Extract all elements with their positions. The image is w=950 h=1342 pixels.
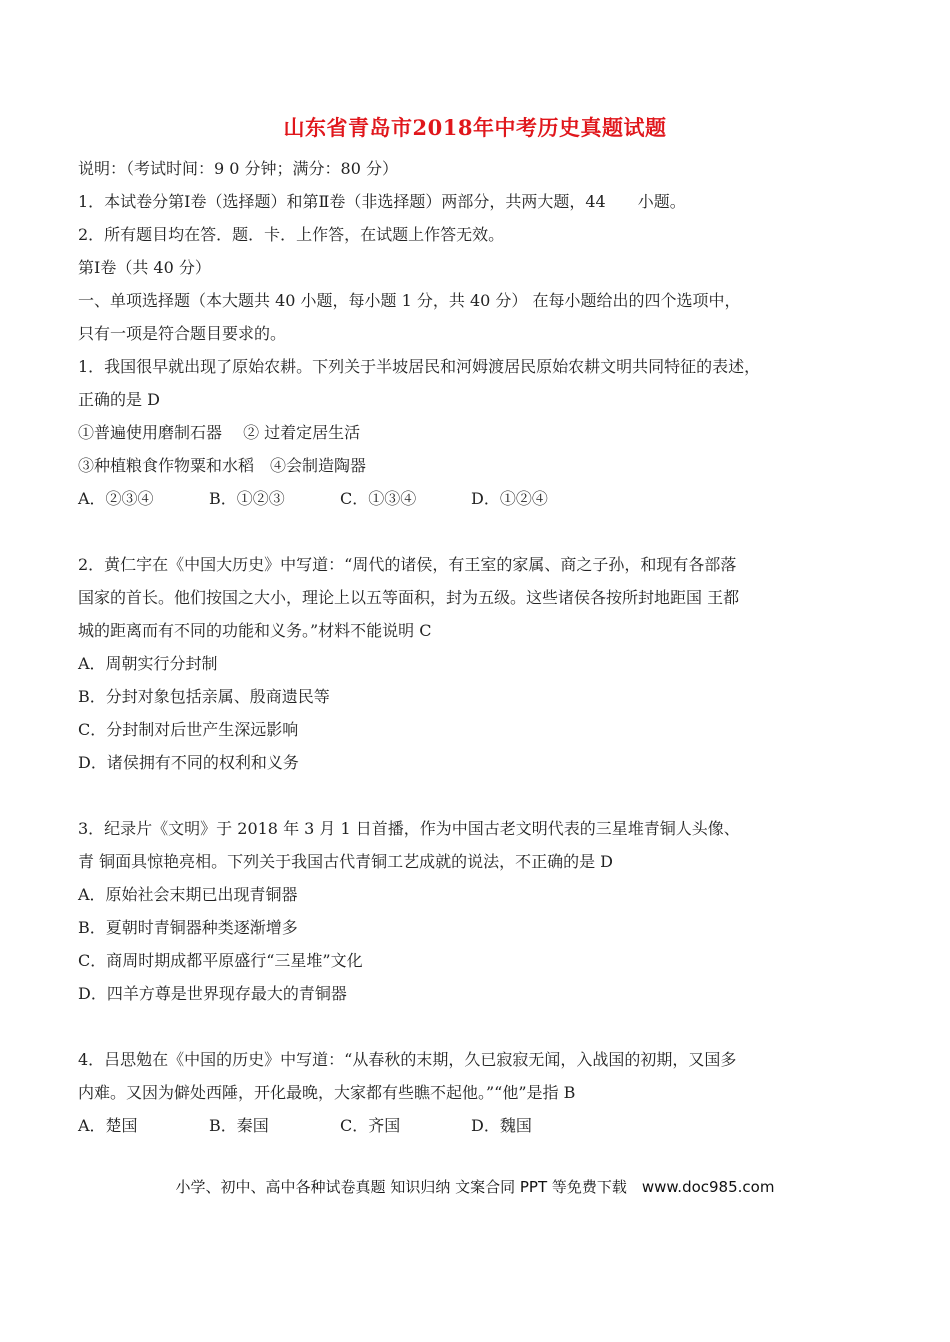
question-4 bbox=[78, 1043, 883, 1142]
option-b: B．①②③ bbox=[209, 489, 285, 508]
option-c: C．齐国 bbox=[340, 1116, 401, 1135]
instruction-1: 1．本试卷分第Ⅰ卷（选择题）和第Ⅱ卷（非选择题）两部分，共两大题，44 小题。 bbox=[78, 192, 686, 211]
document-title: 山东省青岛市2018年中考历史真题试题 bbox=[283, 115, 667, 140]
statement-row: ③种植粮食作物粟和水稻 ④会制造陶器 bbox=[78, 456, 367, 475]
question-stem: 内难。又因为僻处西陲，开化最晚，大家都有些瞧不起他。”“他”是指 B bbox=[78, 1083, 576, 1102]
question-stem: 城的距离而有不同的功能和义务。”材料不能说明 C bbox=[78, 621, 432, 640]
question-stem: 4．吕思勉在《中国的历史》中写道：“从春秋的末期，久已寂寂无闻，入战国的初期，又国多 bbox=[78, 1050, 737, 1069]
document-body bbox=[78, 152, 883, 1142]
question-3 bbox=[78, 812, 883, 1010]
exam-note: 说明：（考试时间：9 0 分钟；满分：80 分） bbox=[78, 159, 398, 178]
option-a: A．周朝实行分封制 bbox=[78, 654, 218, 673]
option-a: A．原始社会末期已出现青铜器 bbox=[78, 885, 298, 904]
question-2 bbox=[78, 548, 883, 779]
question-1 bbox=[78, 350, 883, 515]
statement-row: ①普遍使用磨制石器 ② 过着定居生活 bbox=[78, 423, 361, 442]
option-a: A．②③④ bbox=[78, 489, 154, 508]
option-b: B．分封对象包括亲属、殷商遗民等 bbox=[78, 687, 330, 706]
option-c: C．商周时期成都平原盛行“三星堆”文化 bbox=[78, 951, 363, 970]
question-stem: 1．我国很早就出现了原始农耕。下列关于半坡居民和河姆渡居民原始农耕文明共同特征的表述， bbox=[78, 357, 761, 376]
instruction-2: 2．所有题目均在答．题．卡．上作答，在试题上作答无效。 bbox=[78, 225, 505, 244]
option-d: D．①②④ bbox=[471, 489, 548, 508]
options-row bbox=[78, 482, 883, 515]
option-b: B．夏朝时青铜器种类逐渐增多 bbox=[78, 918, 298, 937]
section-heading-line-1: 一、单项选择题（本大题共 40 小题，每小题 1 分，共 40 分） 在每小题给出的四个选项中， bbox=[78, 291, 741, 310]
part-heading: 第Ⅰ卷（共 40 分） bbox=[78, 258, 211, 277]
question-stem: 国家的首长。他们按国之大小，理论上以五等面积，封为五级。这些诸侯各按所封地距国 王都 bbox=[78, 588, 740, 607]
option-b: B．秦国 bbox=[209, 1116, 269, 1135]
section-heading-line-2: 只有一项是符合题目要求的。 bbox=[78, 324, 287, 343]
question-stem: 2．黄仁宇在《中国大历史》中写道：“周代的诸侯，有王室的家属、商之子孙，和现有各部落 bbox=[78, 555, 737, 574]
options-row bbox=[78, 1109, 883, 1142]
option-a: A．楚国 bbox=[78, 1116, 138, 1135]
question-stem: 青 铜面具惊艳亮相。下列关于我国古代青铜工艺成就的说法，不正确的是 D bbox=[78, 852, 614, 871]
option-d: D．魏国 bbox=[471, 1116, 532, 1135]
option-c: C．分封制对后世产生深远影响 bbox=[78, 720, 299, 739]
question-stem: 正确的是 D bbox=[78, 390, 160, 409]
footer-banner: 小学、初中、高中各种试卷真题 知识归纳 文案合同 PPT 等免费下载 www.doc985.com bbox=[175, 1178, 775, 1196]
option-c: C．①③④ bbox=[340, 489, 417, 508]
question-stem: 3．纪录片《文明》于 2018 年 3 月 1 日首播，作为中国古老文明代表的三星堆青铜人头像、 bbox=[78, 819, 740, 838]
option-d: D．诸侯拥有不同的权利和义务 bbox=[78, 753, 299, 772]
option-d: D．四羊方尊是世界现存最大的青铜器 bbox=[78, 984, 347, 1003]
